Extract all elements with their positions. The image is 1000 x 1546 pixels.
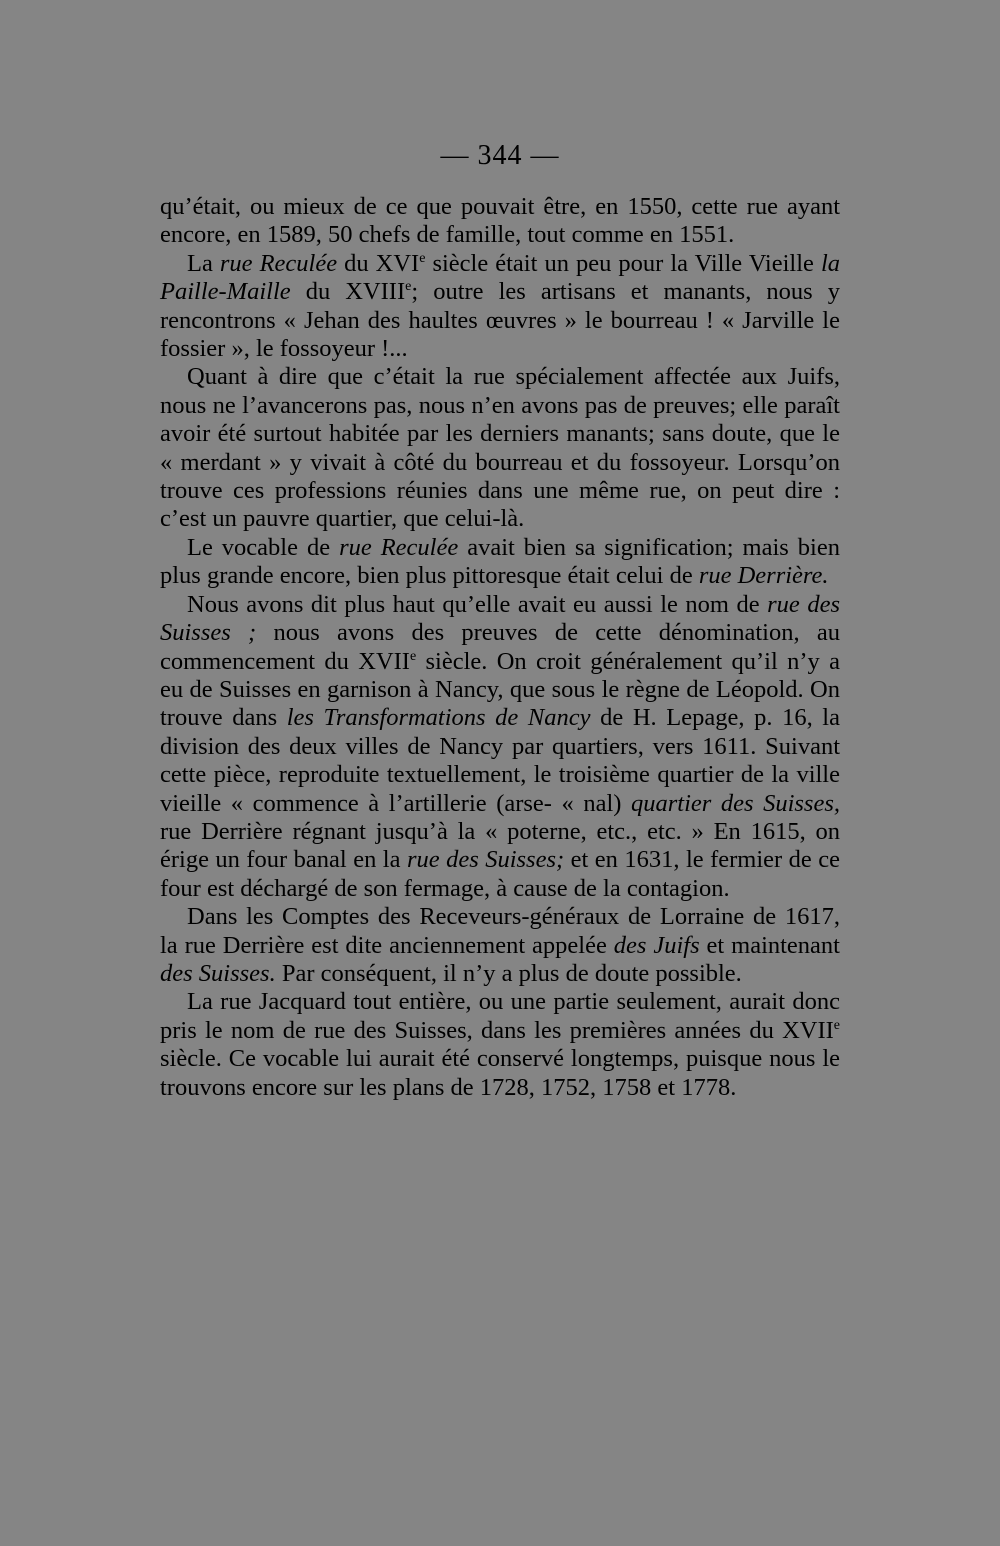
text-run: Le vocable de xyxy=(187,533,340,561)
italic-text: les Transformations de Nancy xyxy=(286,704,591,732)
text-run: qu’était, ou mieux de ce que pouvait être, en 1550, cette rue ayant encore, en 1589, 50 chefs de famille, tout comme en 1551. xyxy=(160,193,840,249)
text-run: du XVI xyxy=(337,249,420,277)
text-run: et maintenant xyxy=(699,931,840,959)
italic-text: rue des Suisses ; xyxy=(160,590,840,647)
text-run: Par conséquent, il n’y a plus de doute possible. xyxy=(275,959,742,987)
text-run: Dans les Comptes des Receveurs-généraux de Lorraine de 1617, la rue Derrière est dite anciennement appelée xyxy=(160,903,840,959)
paragraph xyxy=(160,250,840,364)
body-text xyxy=(160,193,840,1102)
text-run: du XVIII xyxy=(290,278,406,306)
superscript: e xyxy=(405,279,412,295)
text-run: La xyxy=(187,249,220,277)
paragraph xyxy=(160,591,840,903)
page-number: — 344 — xyxy=(440,140,560,171)
text-run: La rue Jacquard tout entière, ou une partie seulement, aurait donc pris le nom de rue des Suisses, dans les premières années du XVII xyxy=(160,988,840,1044)
text-run: ; outre les artisans et manants, nous y rencontrons « Jehan des haultes œuvres » le bourreau ! « Jarville le fossier », le fossoyeur !... xyxy=(160,278,840,363)
italic-text: rue Reculée xyxy=(219,249,338,277)
text-run: nous avons des preuves de cette dénomination, au commencement du XVII xyxy=(160,619,840,675)
italic-text: quartier des Suisses, xyxy=(631,789,840,817)
paragraph xyxy=(160,903,840,988)
text-run: rue Derrière régnant jusqu’à la « poterne, etc., etc. » En 1615, on érige un four banal en la xyxy=(160,817,840,874)
text-run: avait bien sa signification; mais bien plus grande encore, bien plus pittoresque était celui de xyxy=(160,533,840,590)
superscript: e xyxy=(833,1017,840,1033)
text-run: Quant à dire que c’était la rue spécialement affectée aux Juifs, nous ne l’avancerons pas, nous n’en avons pas de preuves; elle paraît avoir été surtout habitée par les derniers manants; sans doute, que le « merdant » y vivait à côté du bourreau et du fossoyeur. Lorsqu’on trouve ces professions réunies dans une même rue, on peut dire : c’est un pauvre quartier, que celui-là. xyxy=(160,363,840,533)
paragraph xyxy=(160,988,840,1102)
superscript: e xyxy=(409,648,417,664)
superscript: e xyxy=(419,250,426,266)
text-run: et en 1631, le fermier de ce four est déchargé de son fermage, à cause de la contagion. xyxy=(160,846,840,902)
italic-text: rue des Suisses; xyxy=(406,846,565,874)
paragraph xyxy=(160,193,840,250)
italic-text: rue Derrière. xyxy=(698,562,829,590)
paragraph xyxy=(160,363,840,533)
paragraph xyxy=(160,534,840,591)
italic-text: rue Reculée xyxy=(339,533,459,561)
italic-text: la Paille-Maille xyxy=(160,249,840,306)
text-run: siècle était un peu pour la Ville Vieille xyxy=(425,249,821,277)
text-run: siècle. Ce vocable lui aurait été conservé longtemps, puisque nous le trouvons encore sur les plans de 1728, 1752, 1758 et 1778. xyxy=(160,1045,840,1101)
text-run: de H. Lepage, p. 16, la division des deux villes de Nancy par quartiers, vers 1611. Suivant cette pièce, reproduite textuellement, le troisième quartier de la ville vieille « commence à l’artillerie (arse- « nal) xyxy=(160,704,840,817)
text-run: siècle. On croit généralement qu’il n’y a eu de Suisses en garnison à Nancy, que sous le règne de Léopold. On trouve dans xyxy=(160,647,840,732)
italic-text: des Juifs xyxy=(613,931,700,959)
text-run: Nous avons dit plus haut qu’elle avait eu aussi le nom de xyxy=(187,590,768,618)
italic-text: des Suisses. xyxy=(160,959,276,987)
